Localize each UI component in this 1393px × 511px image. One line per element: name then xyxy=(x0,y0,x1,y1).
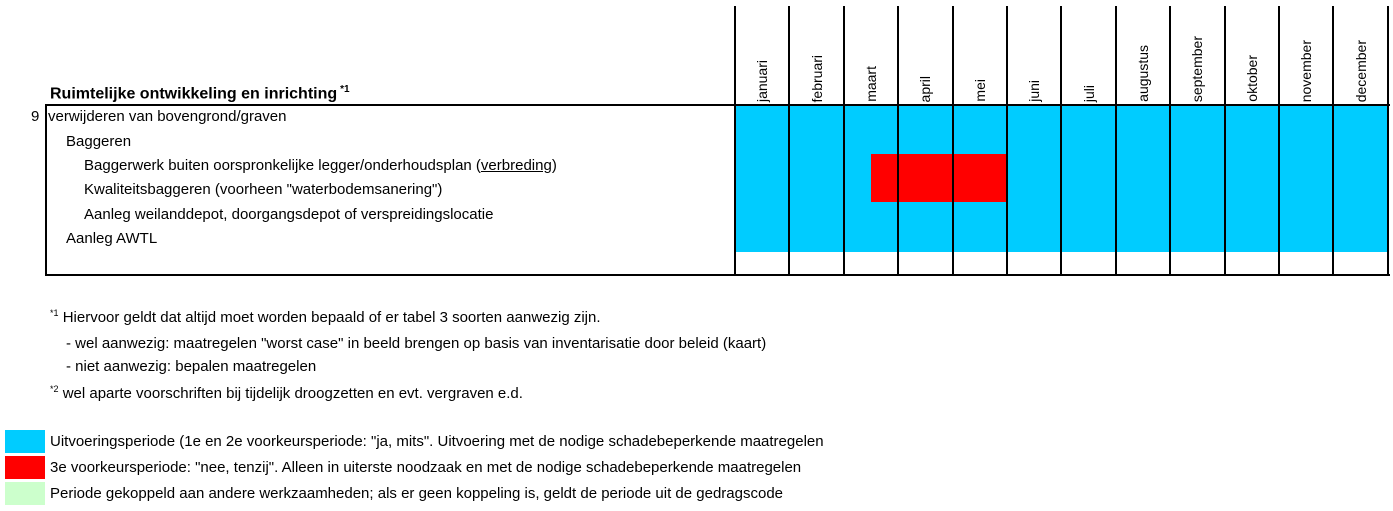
month-label: mei xyxy=(971,79,988,102)
footnote-1: $^{*1}$ Hiervoor geldt dat altijd moet worden bepaald of er tabel 3 soorten aanwezig zijn. xyxy=(50,308,601,326)
month-divider-line xyxy=(1115,6,1117,276)
month-header-juli xyxy=(1061,6,1115,102)
month-label: januari xyxy=(754,59,771,102)
month-divider-line xyxy=(1387,6,1389,276)
month-divider-line xyxy=(1224,6,1226,276)
title-footnote-mark: *1 xyxy=(340,84,350,95)
month-divider-line xyxy=(1278,6,1280,276)
month-label: februari xyxy=(808,54,825,102)
legend-swatch-red xyxy=(5,456,45,479)
footnote-1-mark: *1 xyxy=(50,308,59,318)
row-item-kwaliteitsbaggeren: Kwaliteitsbaggeren (voorheen "waterbodemsanering") xyxy=(84,181,443,198)
month-label: december xyxy=(1352,39,1369,102)
month-divider-line xyxy=(843,6,845,276)
month-header-november xyxy=(1279,6,1333,102)
month-header-februari xyxy=(789,6,843,102)
month-divider-line xyxy=(1332,6,1334,276)
row-main: verwijderen van bovengrond/graven xyxy=(48,108,287,125)
month-label: juni xyxy=(1026,80,1043,102)
legend-text-green: Periode gekoppeld aan andere werkzaamheden; als er geen koppeling is, geldt de periode uit de gedragscode xyxy=(50,485,784,502)
month-header-augustus xyxy=(1116,6,1170,102)
month-header-juni xyxy=(1007,6,1061,102)
row-number: 9 xyxy=(31,108,40,125)
footnote-1a: - wel aanwezig: maatregelen "worst case" in beeld brengen op basis van inventarisatie door beleid (kaart) xyxy=(66,335,767,352)
month-divider-line xyxy=(734,6,736,276)
footnote-2-mark: *2 xyxy=(50,384,59,394)
verbreding-link: verbreding xyxy=(480,157,552,174)
month-label: augustus xyxy=(1134,45,1151,102)
table-left-border xyxy=(45,104,47,276)
month-header-januari xyxy=(735,6,789,102)
month-label: juli xyxy=(1080,84,1097,102)
footnote-1b: - niet aanwezig: bepalen maatregelen xyxy=(66,358,317,375)
month-divider-line xyxy=(788,6,790,276)
table-bottom-border xyxy=(45,274,1390,276)
row-sub-baggeren: Baggeren xyxy=(66,133,132,150)
month-divider-line xyxy=(897,6,899,276)
table-top-border xyxy=(45,104,1390,106)
month-divider-line xyxy=(1169,6,1171,276)
legend-text-blue: Uitvoeringsperiode (1e en 2e voorkeursperiode: "ja, mits". Uitvoering met de nodige schadebeperkende maatregelen xyxy=(50,433,824,450)
month-label: maart xyxy=(862,66,879,102)
legend-swatch-blue xyxy=(5,430,45,453)
month-label: oktober xyxy=(1243,55,1260,102)
footnote-2: $^{*2}$ wel aparte voorschriften bij tijdelijk droogzetten en evt. vergraven e.d. xyxy=(50,384,523,402)
month-label: april xyxy=(917,75,934,102)
month-divider-line xyxy=(952,6,954,276)
month-header-mei xyxy=(953,6,1007,102)
month-divider-line xyxy=(1006,6,1008,276)
month-header-april xyxy=(898,6,952,102)
month-divider-line xyxy=(1060,6,1062,276)
red-period-fill xyxy=(871,154,1006,202)
month-header-september xyxy=(1170,6,1224,102)
legend-text-red: 3e voorkeursperiode: "nee, tenzij". Alleen in uiterste noodzaak en met de nodige schadebeperkende maatregelen xyxy=(50,459,802,476)
month-header-december xyxy=(1333,6,1387,102)
row-sub-awtl: Aanleg AWTL xyxy=(66,230,158,247)
row-item-weilanddepot: Aanleg weilanddepot, doorgangsdepot of verspreidingslocatie xyxy=(84,206,494,223)
page-title: Ruimtelijke ontwikkeling en inrichting $^{*1}$ xyxy=(50,84,350,103)
month-header-oktober xyxy=(1225,6,1279,102)
month-label: november xyxy=(1298,39,1315,102)
row-item-baggerwerk: Baggerwerk buiten oorspronkelijke legger/onderhoudsplan (verbreding) xyxy=(84,157,557,174)
month-label: september xyxy=(1189,35,1206,102)
month-header-maart xyxy=(844,6,898,102)
legend-swatch-green xyxy=(5,482,45,505)
